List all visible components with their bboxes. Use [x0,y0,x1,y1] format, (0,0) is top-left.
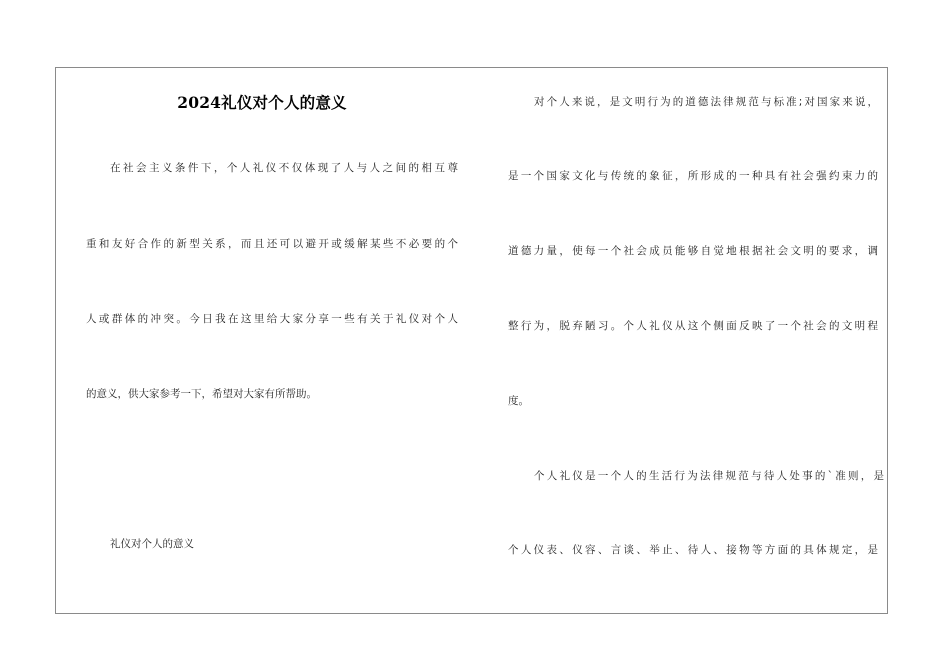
paragraph-line: 人或群体的冲突。今日我在这里给大家分享一些有关于礼仪对个人 [86,313,458,325]
paragraph-line: 的意义，供大家参考一下，希望对大家有所帮助。 [86,388,317,400]
document-title: 2024礼仪对个人的意义 [177,93,347,112]
paragraph-line: 度。 [508,395,529,407]
paragraph-line: 个人礼仪是一个人的生活行为法律规范与待人处事的`准则，是 [534,470,884,482]
paragraph-line: 对个人来说，是文明行为的道德法律规范与标准;对国家来说， [534,96,878,108]
paragraph-line: 个人仪表、仪容、言谈、举止、待人、接物等方面的具体规定，是 [508,544,878,556]
paragraph-line: 是一个国家文化与传统的象征，所形成的一种具有社会强约束力的 [508,170,878,182]
section-subheading: 礼仪对个人的意义 [110,538,194,550]
page-frame [55,67,888,614]
paragraph-line: 重和友好合作的新型关系，而且还可以避开或缓解某些不必要的个 [86,238,458,250]
paragraph-line: 在社会主义条件下，个人礼仪不仅体现了人与人之间的相互尊 [110,162,458,174]
paragraph-line: 道德力量，使每一个社会成员能够自觉地根据社会文明的要求，调 [508,245,878,257]
paragraph-line: 整行为，脱弃陋习。个人礼仪从这个侧面反映了一个社会的文明程 [508,320,878,332]
